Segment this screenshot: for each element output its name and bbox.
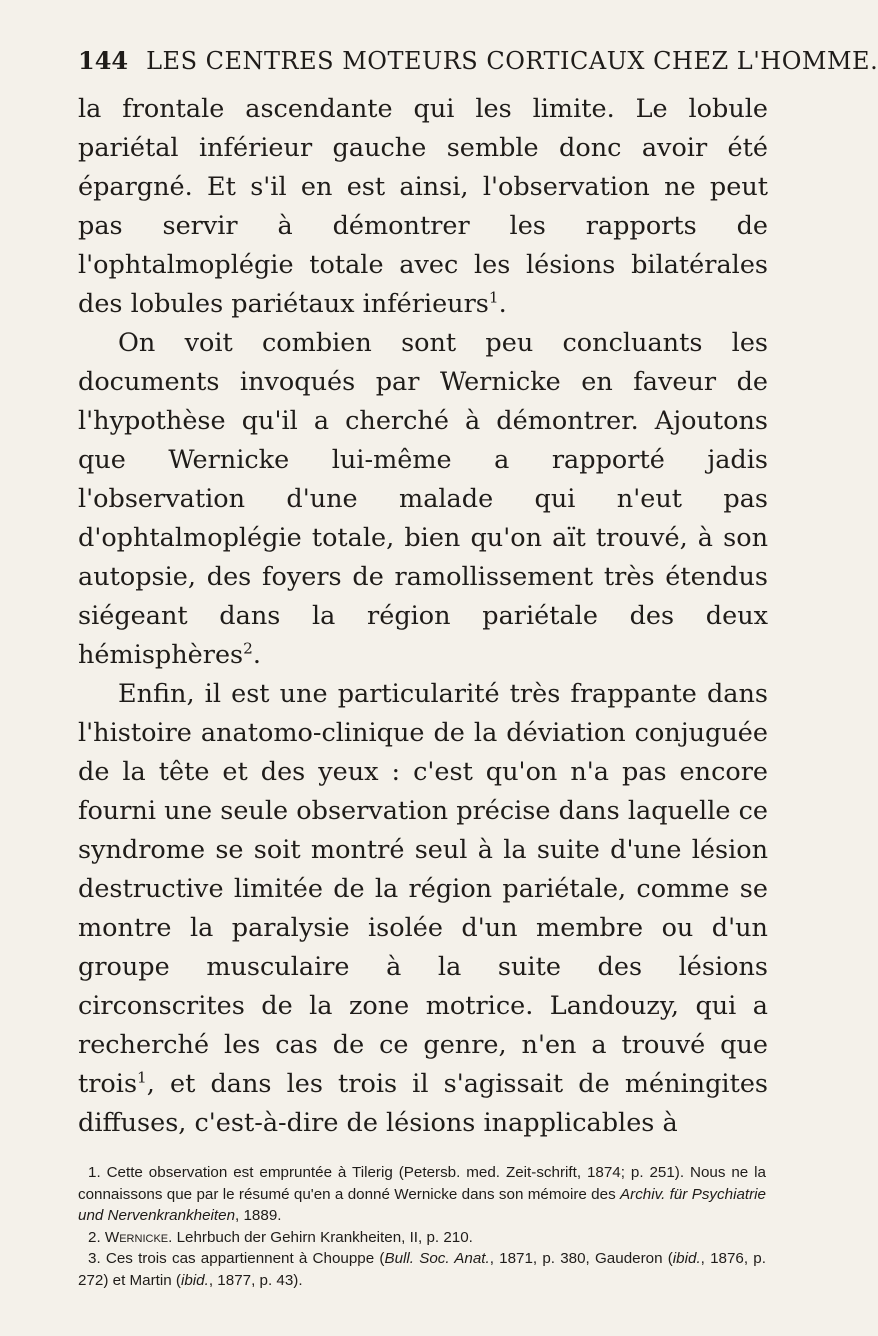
footnote-3-end: , 1877, p. 43). xyxy=(208,1271,303,1289)
paragraph-1 xyxy=(78,90,768,324)
body-text xyxy=(78,90,768,1143)
paragraph-2-end: . xyxy=(252,640,261,670)
footnote-3-text-3: , 1876, p. 272) et Martin ( xyxy=(78,1250,766,1289)
footnote-2-text: . Lehrbuch der Gehirn Krankheiten, II, p. 210. xyxy=(168,1228,473,1246)
footnote-2 xyxy=(78,1227,766,1249)
paragraph-3 xyxy=(78,675,768,1143)
footnote-3-ibid-2: ibid. xyxy=(180,1271,209,1289)
paragraph-2-text: On voit combien sont peu concluants les documents invoqués par Wernicke en faveur de l'hypothèse qu'il a cherché à démontrer. Ajoutons que Wernicke lui-même a rapporté jadis l'observation d'une malade qui n'eut pas d'ophtalmoplégie totale, bien qu'on aït trouvé, à son autopsie, des foyers de ramollissement très étendus siégeant dans la région pariétale des deux hémisphères xyxy=(78,328,768,670)
footnote-3-text: 3. Ces trois cas appartiennent à Chouppe ( xyxy=(88,1250,385,1267)
footnote-2-number: 2. xyxy=(88,1228,105,1246)
running-title: LES CENTRES MOTEURS CORTICAUX CHEZ L'HOMME. xyxy=(146,47,878,75)
paragraph-3-end: , et dans les trois il s'agissait de méningites diffuses, c'est-à-dire de lésions inapplicables à xyxy=(78,1069,768,1138)
footnote-ref-3: 1 xyxy=(137,1068,147,1087)
footnote-ref-2: 2 xyxy=(243,639,253,658)
footnote-3-ibid-1: ibid. xyxy=(672,1250,701,1267)
footnotes xyxy=(78,1162,766,1291)
footnote-3-journal: Bull. Soc. Anat. xyxy=(384,1250,490,1267)
page-number: 144 xyxy=(78,46,129,75)
paragraph-3-text: Enfin, il est une particularité très frappante dans l'histoire anatomo-clinique de la déviation conjuguée de la tête et des yeux : c'est qu'on n'a pas encore fourni une seule observation précise dans laquelle ce syndrome se soit montré seul à la suite d'une lésion destructive limitée de la région pariétale, comme se montre la paralysie isolée d'un membre ou d'un groupe musculaire à la suite des lésions circonscrites de la zone motrice. Landouzy, qui a recherché les cas de ce genre, n'en a trouvé que trois xyxy=(78,679,768,1099)
footnote-ref-1: 1 xyxy=(488,288,499,307)
footnote-3 xyxy=(78,1248,766,1291)
running-header xyxy=(78,40,878,82)
footnote-3-text-2: , 1871, p. 380, Gauderon ( xyxy=(489,1250,673,1267)
paragraph-2 xyxy=(78,324,768,675)
footnote-2-author: Wernicke xyxy=(104,1228,169,1246)
paragraph-1-text: la frontale ascendante qui les limite. Le lobule pariétal inférieur gauche semble donc avoir été épargné. Et s'il en est ainsi, l'observation ne peut pas servir à démontrer les rapports de l'ophtalmoplégie totale avec les lésions bilatérales des lobules pariétaux inférieurs xyxy=(78,94,768,319)
paragraph-1-end: . xyxy=(498,289,507,319)
footnote-1-end: , 1889. xyxy=(235,1207,282,1224)
footnote-1-journal: Archiv. für Psychiatrie und Nervenkrankheiten xyxy=(78,1185,766,1224)
footnote-1 xyxy=(78,1162,766,1227)
footnote-1-text: 1. Cette observation est empruntée à Tilerig (Petersb. med. Zeit-schrift, 1874; p. 251). Nous ne la connaissons que par le résumé qu'en a donné Wernicke dans son mémoire des xyxy=(78,1164,766,1203)
